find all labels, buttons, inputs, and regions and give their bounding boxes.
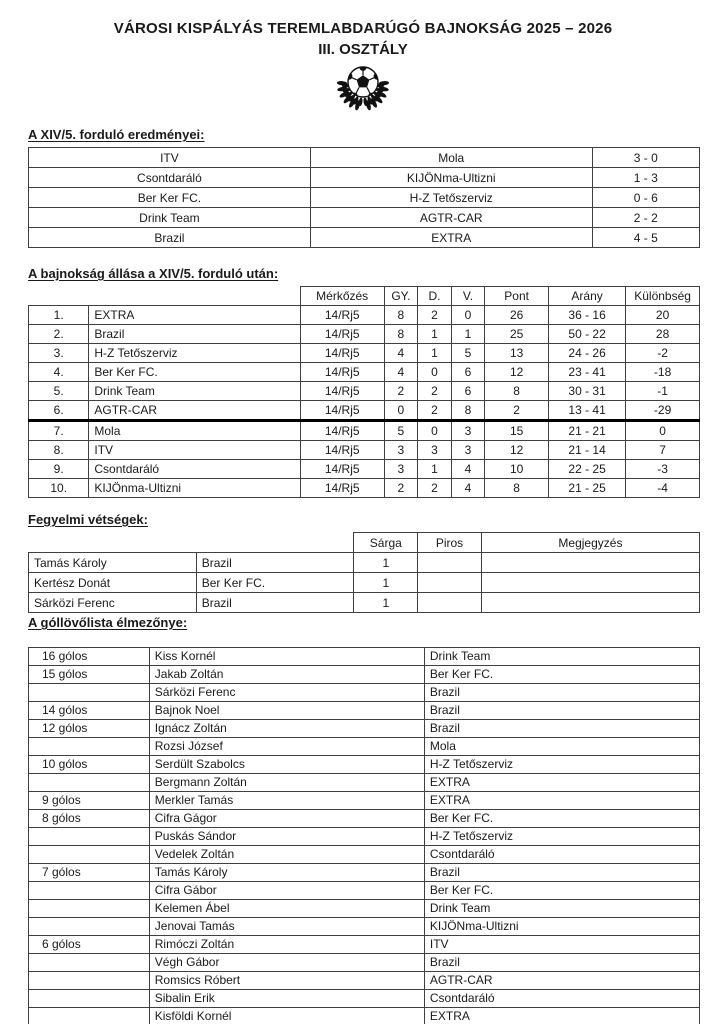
team-cell: H-Z Tetőszerviz: [89, 344, 300, 363]
position-cell: 3.: [29, 344, 89, 363]
goal-diff-cell: -3: [626, 460, 700, 479]
team-cell: Ber Ker FC.: [89, 363, 300, 382]
player-cell: Ignácz Zoltán: [149, 720, 424, 738]
goal-ratio-cell: 36 - 16: [549, 306, 626, 325]
losses-cell: 8: [451, 401, 485, 421]
player-cell: Romsics Róbert: [149, 972, 424, 990]
team-cell: EXTRA: [424, 774, 699, 792]
home-team-cell: Csontdaráló: [29, 168, 311, 188]
goals-cell: [29, 774, 150, 792]
goals-cell: 9 gólos: [29, 792, 150, 810]
standings-header-row: [29, 287, 700, 306]
goals-cell: [29, 990, 150, 1008]
discipline-row: [29, 593, 700, 613]
player-cell: Kelemen Ábel: [149, 900, 424, 918]
goal-ratio-cell: 21 - 25: [549, 479, 626, 498]
goals-cell: 8 gólos: [29, 810, 150, 828]
home-team-cell: ITV: [29, 148, 311, 168]
player-cell: Serdült Szabolcs: [149, 756, 424, 774]
col-header-points: Pont: [485, 287, 549, 306]
goal-diff-cell: -18: [626, 363, 700, 382]
header-spacer: [196, 533, 354, 553]
player-cell: Jakab Zoltán: [149, 666, 424, 684]
points-cell: 8: [485, 382, 549, 401]
home-team-cell: Drink Team: [29, 208, 311, 228]
header-spacer: [29, 287, 89, 306]
losses-cell: 6: [451, 382, 485, 401]
goals-cell: [29, 684, 150, 702]
matches-cell: 14/Rj5: [300, 479, 384, 498]
scorer-row: [29, 828, 700, 846]
matches-cell: 14/Rj5: [300, 401, 384, 421]
col-header-red: Piros: [418, 533, 482, 553]
scorer-row: [29, 756, 700, 774]
scorer-row: [29, 1008, 700, 1024]
col-header-losses: V.: [451, 287, 485, 306]
match-score-cell: 2 - 2: [592, 208, 699, 228]
player-cell: Kiss Kornél: [149, 648, 424, 666]
player-cell: Cifra Gágor: [149, 810, 424, 828]
red-card-cell: [418, 593, 482, 613]
player-cell: Sárközi Ferenc: [149, 684, 424, 702]
matches-cell: 14/Rj5: [300, 441, 384, 460]
draws-cell: 1: [418, 325, 452, 344]
points-cell: 2: [485, 401, 549, 421]
scorer-row: [29, 702, 700, 720]
player-cell: Bergmann Zoltán: [149, 774, 424, 792]
losses-cell: 6: [451, 363, 485, 382]
col-header-note: Megjegyzés: [481, 533, 699, 553]
draws-cell: 3: [418, 441, 452, 460]
scorer-row: [29, 936, 700, 954]
standings-row: [29, 441, 700, 460]
team-cell: Ber Ker FC.: [424, 666, 699, 684]
scorer-row: [29, 738, 700, 756]
discipline-row: [29, 573, 700, 593]
note-cell: [481, 553, 699, 573]
page-title: VÁROSI KISPÁLYÁS TEREMLABDARÚGÓ BAJNOKSÁG 2025 – 2026: [113, 20, 613, 37]
scorer-row: [29, 954, 700, 972]
wins-cell: 3: [384, 460, 418, 479]
points-cell: 12: [485, 441, 549, 460]
team-cell: H-Z Tetőszerviz: [424, 828, 699, 846]
matches-cell: 14/Rj5: [300, 306, 384, 325]
scorer-row: [29, 846, 700, 864]
standings-heading: A bajnokság állása a XIV/5. forduló után:: [28, 266, 279, 281]
matches-cell: 14/Rj5: [300, 460, 384, 479]
scorer-row: [29, 810, 700, 828]
team-cell: Brazil: [424, 684, 699, 702]
team-cell: Brazil: [424, 864, 699, 882]
points-cell: 12: [485, 363, 549, 382]
wins-cell: 4: [384, 363, 418, 382]
match-result-row: [29, 188, 700, 208]
player-cell: Sárközi Ferenc: [29, 593, 197, 613]
player-cell: Tamás Károly: [149, 864, 424, 882]
yellow-card-cell: 1: [354, 573, 418, 593]
losses-cell: 0: [451, 306, 485, 325]
team-cell: Csontdaráló: [424, 846, 699, 864]
goals-cell: 10 gólos: [29, 756, 150, 774]
points-cell: 13: [485, 344, 549, 363]
goals-cell: [29, 828, 150, 846]
home-team-cell: Ber Ker FC.: [29, 188, 311, 208]
goals-cell: [29, 918, 150, 936]
away-team-cell: EXTRA: [310, 228, 592, 248]
team-cell: H-Z Tetőszerviz: [424, 756, 699, 774]
team-cell: Drink Team: [89, 382, 300, 401]
position-cell: 6.: [29, 401, 89, 421]
home-team-cell: Brazil: [29, 228, 311, 248]
losses-cell: 1: [451, 325, 485, 344]
goal-diff-cell: -4: [626, 479, 700, 498]
player-cell: Tamás Károly: [29, 553, 197, 573]
goal-ratio-cell: 30 - 31: [549, 382, 626, 401]
away-team-cell: H-Z Tetőszerviz: [310, 188, 592, 208]
player-cell: Bajnok Noel: [149, 702, 424, 720]
team-cell: ITV: [89, 441, 300, 460]
team-cell: KIJÖNma-Ultizni: [424, 918, 699, 936]
goals-cell: [29, 954, 150, 972]
goals-cell: 14 gólos: [29, 702, 150, 720]
goal-ratio-cell: 50 - 22: [549, 325, 626, 344]
goals-cell: [29, 738, 150, 756]
wins-cell: 3: [384, 441, 418, 460]
discipline-header-row: [29, 533, 700, 553]
player-cell: Vedelek Zoltán: [149, 846, 424, 864]
col-header-wins: GY.: [384, 287, 418, 306]
note-cell: [481, 593, 699, 613]
goal-ratio-cell: 23 - 41: [549, 363, 626, 382]
position-cell: 9.: [29, 460, 89, 479]
player-cell: Merkler Tamás: [149, 792, 424, 810]
team-cell: Brazil: [424, 954, 699, 972]
scorer-row: [29, 864, 700, 882]
position-cell: 2.: [29, 325, 89, 344]
goal-diff-cell: -2: [626, 344, 700, 363]
standings-row: [29, 325, 700, 344]
match-score-cell: 3 - 0: [592, 148, 699, 168]
results-table: [28, 147, 700, 248]
away-team-cell: Mola: [310, 148, 592, 168]
matches-cell: 14/Rj5: [300, 421, 384, 441]
team-cell: AGTR-CAR: [424, 972, 699, 990]
losses-cell: 4: [451, 460, 485, 479]
scorer-row: [29, 774, 700, 792]
goal-diff-cell: 7: [626, 441, 700, 460]
yellow-card-cell: 1: [354, 593, 418, 613]
wins-cell: 5: [384, 421, 418, 441]
match-score-cell: 4 - 5: [592, 228, 699, 248]
team-cell: Ber Ker FC.: [424, 882, 699, 900]
points-cell: 26: [485, 306, 549, 325]
red-card-cell: [418, 573, 482, 593]
scorer-row: [29, 972, 700, 990]
position-cell: 8.: [29, 441, 89, 460]
team-cell: Drink Team: [424, 900, 699, 918]
goals-cell: 16 gólos: [29, 648, 150, 666]
player-cell: Jenovai Tamás: [149, 918, 424, 936]
goals-cell: [29, 846, 150, 864]
wins-cell: 0: [384, 401, 418, 421]
goal-ratio-cell: 21 - 14: [549, 441, 626, 460]
goals-cell: [29, 972, 150, 990]
points-cell: 10: [485, 460, 549, 479]
wins-cell: 4: [384, 344, 418, 363]
draws-cell: 1: [418, 460, 452, 479]
standings-row: [29, 460, 700, 479]
col-header-ratio: Arány: [549, 287, 626, 306]
position-cell: 4.: [29, 363, 89, 382]
discipline-row: [29, 553, 700, 573]
scorer-row: [29, 684, 700, 702]
note-cell: [481, 573, 699, 593]
team-cell: EXTRA: [424, 1008, 699, 1024]
standings-row: [29, 479, 700, 498]
results-heading: A XIV/5. forduló eredményei:: [28, 127, 205, 142]
match-result-row: [29, 148, 700, 168]
goals-cell: [29, 882, 150, 900]
draws-cell: 2: [418, 382, 452, 401]
team-cell: Brazil: [424, 720, 699, 738]
standings-row: [29, 344, 700, 363]
team-cell: Ber Ker FC.: [196, 573, 354, 593]
goals-cell: 15 gólos: [29, 666, 150, 684]
matches-cell: 14/Rj5: [300, 325, 384, 344]
position-cell: 10.: [29, 479, 89, 498]
player-cell: Cifra Gábor: [149, 882, 424, 900]
team-cell: ITV: [424, 936, 699, 954]
player-cell: Puskás Sándor: [149, 828, 424, 846]
page-subtitle: III. OSZTÁLY: [318, 41, 408, 58]
goal-ratio-cell: 22 - 25: [549, 460, 626, 479]
scorer-row: [29, 900, 700, 918]
team-cell: Brazil: [196, 593, 354, 613]
goals-cell: [29, 1008, 150, 1024]
scorer-row: [29, 990, 700, 1008]
points-cell: 8: [485, 479, 549, 498]
col-header-diff: Különbség: [626, 287, 700, 306]
team-cell: Csontdaráló: [89, 460, 300, 479]
position-cell: 7.: [29, 421, 89, 441]
yellow-card-cell: 1: [354, 553, 418, 573]
draws-cell: 0: [418, 421, 452, 441]
team-cell: Brazil: [196, 553, 354, 573]
standings-row: [29, 363, 700, 382]
match-result-row: [29, 208, 700, 228]
scorer-row: [29, 792, 700, 810]
col-header-yellow: Sárga: [354, 533, 418, 553]
scorer-row: [29, 918, 700, 936]
standings-row: [29, 382, 700, 401]
goal-ratio-cell: 13 - 41: [549, 401, 626, 421]
draws-cell: 2: [418, 306, 452, 325]
away-team-cell: AGTR-CAR: [310, 208, 592, 228]
points-cell: 15: [485, 421, 549, 441]
player-cell: Kertész Donát: [29, 573, 197, 593]
draws-cell: 2: [418, 479, 452, 498]
losses-cell: 5: [451, 344, 485, 363]
team-cell: EXTRA: [89, 306, 300, 325]
col-header-draws: D.: [418, 287, 452, 306]
team-cell: Brazil: [424, 702, 699, 720]
goal-ratio-cell: 21 - 21: [549, 421, 626, 441]
wins-cell: 2: [384, 382, 418, 401]
goals-cell: 7 gólos: [29, 864, 150, 882]
match-score-cell: 1 - 3: [592, 168, 699, 188]
player-cell: Végh Gábor: [149, 954, 424, 972]
player-cell: Rimóczi Zoltán: [149, 936, 424, 954]
soccer-ball-laurel-logo: [332, 59, 394, 121]
losses-cell: 4: [451, 479, 485, 498]
goal-diff-cell: -1: [626, 382, 700, 401]
team-cell: Drink Team: [424, 648, 699, 666]
draws-cell: 1: [418, 344, 452, 363]
col-header-matches: Mérkőzés: [300, 287, 384, 306]
matches-cell: 14/Rj5: [300, 363, 384, 382]
draws-cell: 2: [418, 401, 452, 421]
scorers-heading: A góllövőlista élmezőnye:: [28, 615, 188, 630]
goal-ratio-cell: 24 - 26: [549, 344, 626, 363]
team-cell: Mola: [89, 421, 300, 441]
team-cell: Csontdaráló: [424, 990, 699, 1008]
match-result-row: [29, 168, 700, 188]
goal-diff-cell: 28: [626, 325, 700, 344]
standings-table: [28, 286, 700, 498]
scorer-row: [29, 882, 700, 900]
team-cell: EXTRA: [424, 792, 699, 810]
wins-cell: 2: [384, 479, 418, 498]
away-team-cell: KIJÖNma-Ultizni: [310, 168, 592, 188]
header-spacer: [29, 533, 197, 553]
discipline-table: [28, 532, 700, 613]
position-cell: 5.: [29, 382, 89, 401]
team-cell: Mola: [424, 738, 699, 756]
goals-cell: 6 gólos: [29, 936, 150, 954]
matches-cell: 14/Rj5: [300, 382, 384, 401]
player-cell: Sibalin Erik: [149, 990, 424, 1008]
scorers-table: [28, 647, 700, 1024]
red-card-cell: [418, 553, 482, 573]
scorer-row: [29, 648, 700, 666]
match-score-cell: 0 - 6: [592, 188, 699, 208]
goal-diff-cell: -29: [626, 401, 700, 421]
standings-row: [29, 401, 700, 421]
player-cell: Rozsi József: [149, 738, 424, 756]
header-spacer: [89, 287, 300, 306]
wins-cell: 8: [384, 325, 418, 344]
losses-cell: 3: [451, 441, 485, 460]
team-cell: Ber Ker FC.: [424, 810, 699, 828]
wins-cell: 8: [384, 306, 418, 325]
goal-diff-cell: 20: [626, 306, 700, 325]
team-cell: AGTR-CAR: [89, 401, 300, 421]
goals-cell: 12 gólos: [29, 720, 150, 738]
draws-cell: 0: [418, 363, 452, 382]
points-cell: 25: [485, 325, 549, 344]
scorer-row: [29, 666, 700, 684]
goal-diff-cell: 0: [626, 421, 700, 441]
team-cell: Brazil: [89, 325, 300, 344]
player-cell: Kisföldi Kornél: [149, 1008, 424, 1024]
goals-cell: [29, 900, 150, 918]
position-cell: 1.: [29, 306, 89, 325]
standings-row: [29, 421, 700, 441]
scorer-row: [29, 720, 700, 738]
match-result-row: [29, 228, 700, 248]
matches-cell: 14/Rj5: [300, 344, 384, 363]
standings-row: [29, 306, 700, 325]
discipline-heading: Fegyelmi vétségek:: [28, 512, 148, 527]
losses-cell: 3: [451, 421, 485, 441]
team-cell: KIJÖnma-Ultizni: [89, 479, 300, 498]
